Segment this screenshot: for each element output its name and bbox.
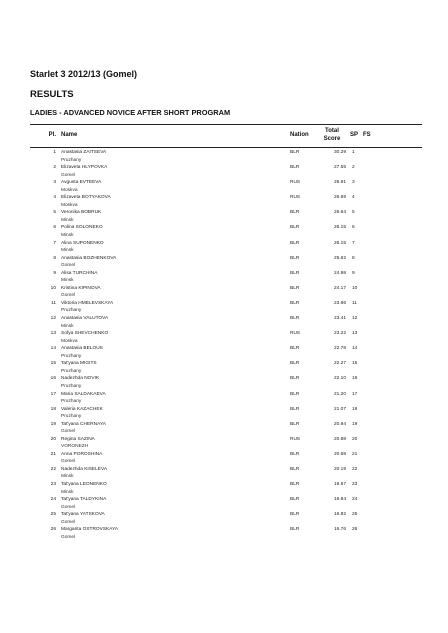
row-name: Anastasia ZAITSEVA: [61, 150, 107, 155]
table-row: [30, 284, 422, 299]
row-place: 22: [50, 466, 56, 472]
row-name: Valeria KAZACHEK: [61, 406, 103, 412]
table-row: [30, 405, 422, 420]
table-row: [30, 223, 422, 238]
row-name: Alina SUPONENKO: [61, 240, 104, 246]
row-place: 17: [50, 391, 56, 397]
row-sp-rank: 19: [352, 421, 358, 427]
row-nation: BLR: [290, 482, 300, 488]
row-total-score: 22.10: [333, 376, 346, 382]
row-sp-rank: 24: [352, 497, 358, 503]
row-total-score: 19.57: [333, 482, 346, 488]
row-total-score: 21.07: [333, 406, 346, 412]
row-place: 2: [53, 165, 56, 171]
row-total-score: 23.41: [333, 316, 346, 322]
header-total-line1: Total: [325, 128, 339, 134]
row-name: Nadezhda NOVIK: [61, 376, 100, 382]
row-club: Gomel: [61, 519, 76, 525]
row-club: Gomel: [61, 534, 76, 540]
row-total-score: 22.78: [333, 346, 346, 352]
row-nation: BLR: [290, 300, 300, 306]
row-name: Anastasia BOZHENKOVA: [61, 255, 117, 261]
row-sp-rank: 5: [352, 210, 355, 216]
row-name: Tat'yana LEONENKO: [61, 482, 107, 488]
row-name: Anastasia VALUTOVA: [61, 316, 109, 322]
row-name: Viktoria HMELEVSKAYA: [61, 300, 114, 306]
table-row: [30, 374, 422, 389]
row-place: 7: [53, 240, 56, 246]
table-row: [30, 465, 422, 480]
row-club: Moskva: [61, 202, 78, 208]
header-total-line2: Score: [323, 136, 341, 142]
row-name: Anastasia BELOUS: [61, 346, 103, 352]
row-place: 21: [50, 451, 56, 457]
row-nation: BLR: [290, 210, 300, 216]
row-place: 3: [53, 180, 56, 186]
row-place: 8: [53, 255, 56, 261]
row-nation: BLR: [290, 361, 300, 367]
row-sp-rank: 18: [352, 406, 358, 412]
row-nation: BLR: [290, 346, 300, 352]
table-row: [30, 269, 422, 284]
row-name: Regina SAZINA: [61, 436, 95, 442]
row-total-score: 23.96: [333, 300, 346, 306]
row-club: Minsk: [61, 217, 74, 223]
row-sp-rank: 22: [352, 466, 358, 472]
table-row: [30, 420, 422, 435]
row-sp-rank: 10: [352, 285, 358, 291]
table-row: [30, 344, 422, 359]
row-place: 18: [50, 406, 56, 412]
row-nation: BLR: [290, 255, 300, 261]
row-name: Tat'yana MIGITS: [61, 361, 97, 367]
table-header: [30, 125, 422, 147]
table-row: [30, 359, 422, 374]
row-name: Alisa TURCHINA: [61, 270, 98, 276]
header-total-score: [318, 127, 346, 143]
table-row: [30, 254, 422, 269]
row-club: Gomel: [61, 172, 76, 178]
row-club: Minsk: [61, 489, 74, 495]
row-nation: BLR: [290, 421, 300, 427]
row-total-score: 20.68: [333, 451, 346, 457]
header-sp: SP: [350, 132, 359, 138]
row-club: Gomel: [61, 504, 76, 510]
row-name: Nadezhda KISELEVA: [61, 466, 108, 472]
row-total-score: 26.15: [333, 225, 346, 231]
row-sp-rank: 20: [352, 436, 358, 442]
row-place: 12: [50, 316, 56, 322]
table-row: [30, 435, 422, 450]
row-place: 20: [50, 436, 56, 442]
row-nation: BLR: [290, 270, 300, 276]
table-row: [30, 329, 422, 344]
row-nation: BLR: [290, 527, 300, 533]
row-place: 4: [53, 195, 56, 201]
row-nation: BLR: [290, 406, 300, 412]
table-row: [30, 480, 422, 495]
header-place: Pl.: [48, 132, 56, 138]
row-nation: BLR: [290, 466, 300, 472]
row-nation: RUS: [290, 195, 301, 201]
row-place: 10: [50, 285, 56, 291]
row-name: Tat'yana YATSKOVA: [61, 512, 105, 518]
row-sp-rank: 13: [352, 331, 358, 337]
row-club: Minsk: [61, 278, 74, 284]
table-row: [30, 390, 422, 405]
row-total-score: 26.91: [333, 180, 346, 186]
row-nation: BLR: [290, 225, 300, 231]
row-sp-rank: 17: [352, 391, 358, 397]
row-place: 5: [53, 210, 56, 216]
row-sp-rank: 1: [352, 150, 355, 155]
row-name: Tat'yana CHERNAYA: [61, 421, 106, 427]
row-total-score: 30.29: [333, 150, 346, 155]
row-place: 15: [50, 361, 56, 367]
row-nation: BLR: [290, 497, 300, 503]
row-name: Avgusta EVTEEVA: [61, 180, 102, 186]
row-club: VORONEZH: [61, 444, 89, 450]
row-total-score: 27.55: [333, 165, 346, 171]
row-name: Polina SOLONEKO: [61, 225, 103, 231]
table-body: [30, 148, 422, 540]
row-sp-rank: 4: [352, 195, 355, 201]
row-club: Minsk: [61, 232, 74, 238]
row-total-score: 25.62: [333, 255, 346, 261]
row-nation: BLR: [290, 285, 300, 291]
row-place: 9: [53, 270, 56, 276]
row-place: 26: [50, 527, 56, 533]
row-place: 11: [51, 300, 56, 306]
row-club: Pruzhany: [61, 414, 82, 420]
row-total-score: 22.27: [333, 361, 346, 367]
table-row: [30, 148, 422, 163]
row-sp-rank: 14: [352, 346, 358, 352]
row-name: Anna POROSHINA: [61, 451, 103, 457]
row-total-score: 21.20: [333, 391, 346, 397]
row-nation: BLR: [290, 165, 300, 171]
row-club: Moskva: [61, 187, 78, 193]
row-nation: BLR: [290, 451, 300, 457]
row-sp-rank: 23: [352, 482, 358, 488]
results-heading: RESULTS: [30, 89, 74, 100]
row-total-score: 24.98: [333, 270, 346, 276]
row-club: Gomel: [61, 429, 76, 435]
row-nation: BLR: [290, 240, 300, 246]
row-sp-rank: 25: [352, 512, 358, 518]
row-sp-rank: 21: [352, 451, 358, 457]
row-sp-rank: 2: [352, 165, 355, 171]
row-total-score: 20.88: [333, 436, 346, 442]
row-name: Kristina KIPINOVA: [61, 285, 101, 291]
row-sp-rank: 15: [352, 361, 358, 367]
row-total-score: 24.17: [333, 285, 346, 291]
table-row: [30, 299, 422, 314]
header-name: Name: [61, 132, 78, 138]
row-sp-rank: 9: [352, 270, 355, 276]
table-row: [30, 495, 422, 510]
row-nation: BLR: [290, 512, 300, 518]
table-row: [30, 525, 422, 540]
header-fs: FS: [363, 132, 371, 138]
row-nation: BLR: [290, 150, 300, 155]
event-title: Starlet 3 2012/13 (Gomel): [30, 69, 138, 79]
row-club: Gomel: [61, 459, 76, 465]
row-total-score: 26.15: [333, 240, 346, 246]
table-row: [30, 239, 422, 254]
table-row: [30, 450, 422, 465]
row-place: 25: [50, 512, 56, 518]
row-club: Pruzhany: [61, 353, 82, 359]
row-name: Elizaveta BOTYAKOVA: [61, 195, 111, 201]
row-name: Tat'yana TALDYKINA: [61, 497, 107, 503]
row-total-score: 16.76: [333, 527, 346, 533]
row-total-score: 20.94: [333, 421, 346, 427]
table-row: [30, 510, 422, 525]
row-nation: BLR: [290, 376, 300, 382]
table-row: [30, 314, 422, 329]
row-club: Pruzhany: [61, 157, 82, 163]
row-sp-rank: 3: [352, 180, 355, 186]
row-sp-rank: 11: [352, 300, 357, 306]
row-name: Veronika BOBRUK: [61, 210, 102, 216]
row-club: Minsk: [61, 323, 74, 329]
row-nation: RUS: [290, 180, 301, 186]
row-nation: RUS: [290, 331, 301, 337]
row-club: Pruzhany: [61, 308, 82, 314]
row-place: 1: [53, 150, 56, 155]
row-total-score: 16.84: [333, 497, 346, 503]
row-nation: RUS: [290, 436, 301, 442]
row-club: Minsk: [61, 474, 74, 480]
row-place: 23: [50, 482, 56, 488]
row-total-score: 26.64: [333, 210, 346, 216]
row-total-score: 26.69: [333, 195, 346, 201]
row-sp-rank: 7: [352, 240, 355, 246]
row-club: Moskva: [61, 338, 78, 344]
row-sp-rank: 26: [352, 527, 358, 533]
row-name: Elizaveta HLYPOVKA: [61, 165, 108, 171]
row-club: Gomel: [61, 263, 76, 269]
row-place: 6: [53, 225, 56, 231]
row-club: Gomel: [61, 293, 76, 299]
row-place: 24: [50, 497, 56, 503]
row-sp-rank: 16: [352, 376, 358, 382]
row-place: 14: [50, 346, 56, 352]
row-sp-rank: 12: [352, 316, 358, 322]
row-club: Pruzhany: [61, 383, 82, 389]
row-club: Pruzhany: [61, 399, 82, 404]
row-sp-rank: 6: [352, 225, 355, 231]
table-row: [30, 178, 422, 193]
row-sp-rank: 8: [352, 255, 355, 261]
row-name: Margarita OSTROVSKAYA: [61, 527, 119, 533]
table-row: [30, 208, 422, 223]
header-nation: Nation: [290, 132, 309, 138]
row-place: 16: [50, 376, 56, 382]
row-total-score: 16.82: [333, 512, 346, 518]
row-club: Pruzhany: [61, 368, 82, 374]
row-nation: BLR: [290, 316, 300, 322]
row-place: 19: [50, 421, 56, 427]
results-table: [30, 124, 422, 540]
row-total-score: 23.22: [333, 331, 346, 337]
row-nation: BLR: [290, 391, 300, 397]
row-place: 13: [50, 331, 56, 337]
row-club: Minsk: [61, 248, 74, 254]
category-title: LADIES - ADVANCED NOVICE AFTER SHORT PROGRAM: [30, 108, 231, 117]
row-name: Maria SALDAKAEVA: [61, 391, 106, 397]
table-row: [30, 163, 422, 178]
row-name: Sofya SHEVCHENKO: [61, 331, 109, 337]
table-row: [30, 193, 422, 208]
row-total-score: 20.19: [333, 466, 346, 472]
